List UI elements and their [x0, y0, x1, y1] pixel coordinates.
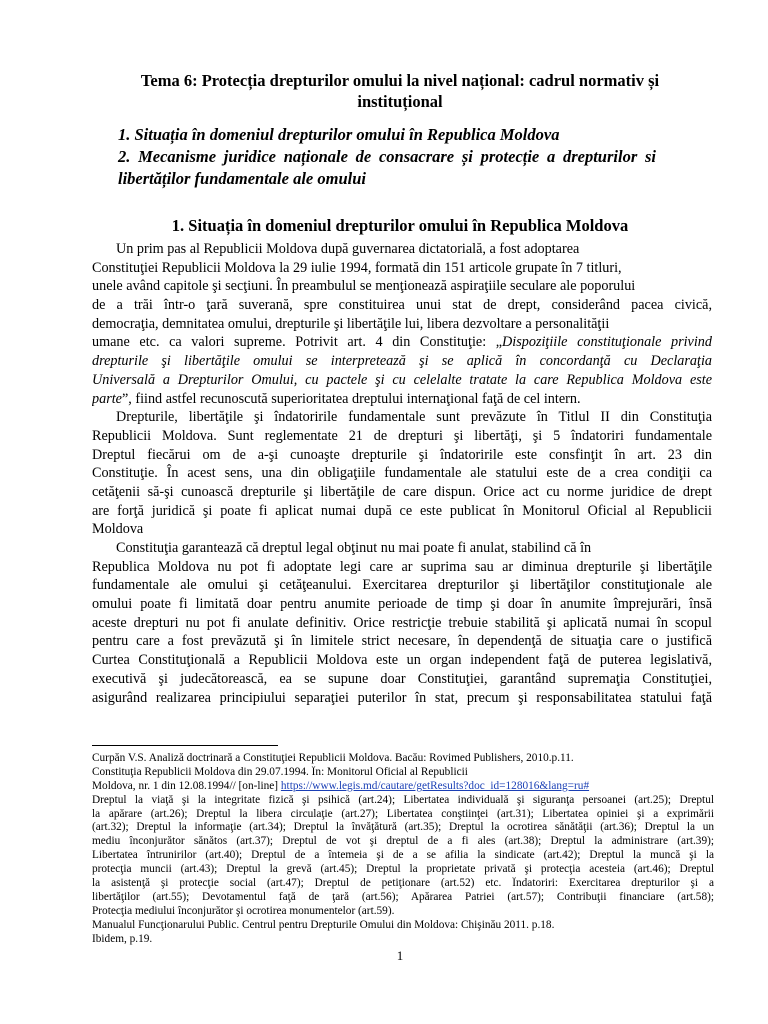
- footnotes: [92, 752, 714, 946]
- footnote-1: Curpăn V.S. Analiză doctrinară a Constituţiei Republicii Moldova. Bacău: Rovimed Publishers, 2010.p.11.: [92, 752, 574, 764]
- footnote-separator: [92, 745, 278, 746]
- topic-item: 1. Situația în domeniul drepturilor omului în Republica Moldova: [118, 125, 560, 144]
- body-line: Constituţie. În acest sens, una din obligaţiile fundamentale ale statului este de a crea condiţii ca: [92, 465, 712, 482]
- body-line: are forţă juridică şi poate fi aplicat numai după ce este publicat în Monitorul Oficial al Republicii: [92, 502, 712, 519]
- topic-item: 2. Mecanisme juridice naționale de consacrare și protecție a drepturilor si libertăților fundamentale ale omului: [118, 147, 656, 188]
- body-line: Drepturile, libertăţile şi îndatoririle fundamentale sunt prevăzute în Titlul II din Constituţia: [116, 409, 712, 426]
- body-line: Constituţiei Republicii Moldova la 29 iulie 1994, formată din 151 articole grupate în 7 titluri,: [92, 259, 622, 276]
- body-text-run: ”: [121, 390, 129, 407]
- body-line: Republica Moldova nu pot fi adoptate legi care ar suprima sau ar diminua drepturile şi libertăţile: [92, 558, 712, 575]
- footnote-2-cont: [92, 780, 714, 794]
- body-line: democraţia, demnitatea omului, drepturile şi libertăţile lui, libera dezvoltare a personalităţii: [92, 315, 610, 332]
- footnote-3-line: la asistenţă şi protecţie social (art.47); Dreptul de petiţionare (art.52) etc. Îndatoriri: Exercitarea drepturilor şi a: [92, 877, 714, 890]
- body-text-run: umane etc. ca valori supreme: [92, 334, 283, 351]
- body-line: Curtea Constituţională a Republicii Moldova este un organ independent faţă de puterea legislativă,: [92, 652, 712, 669]
- title-line-1: Tema 6: Protecția drepturilor omului la nivel național: cadrul normativ și: [140, 71, 660, 90]
- footnote-2: Constituţia Republicii Moldova din 29.07.1994. În: Monitorul Oficial al Republicii: [92, 765, 468, 778]
- quote-text: parte: [92, 390, 122, 407]
- body-line: Un prim pas al Republicii Moldova după guvernarea dictatorială, a fost adoptarea: [116, 241, 580, 257]
- quote-text: Dispoziţiile constituţionale privind: [502, 334, 712, 351]
- footnote-5: Ibidem, p.19.: [92, 932, 153, 945]
- body-text-run: . Potrivit art. 4 din Constituţie: „: [282, 334, 503, 351]
- body-line: unele având capitole şi secţiuni. În preambulul se menţionează aspiraţiile seculare ale poporului: [92, 278, 636, 295]
- body-line: asigurând realizarea principiului separaţiei puterilor în stat, precum şi responsabilitatea statului faţă: [92, 689, 712, 706]
- body-line: executivă şi judecătorească, ea se supune doar Constituţiei, garantând supremaţia Constituţiei,: [92, 670, 712, 687]
- body-text-run: , fiind astfel recunoscută superioritatea dreptului internaţional faţă de cel intern.: [128, 390, 581, 407]
- body-line: cetăţenii să-şi cunoască drepturile şi libertăţile de care dispun. Orice act cu norme juridice de drept: [92, 483, 712, 500]
- body-line: Dreptul fiecărui om de a-şi cunoaşte drepturile şi îndatoririle este consfinţit în art. 23 din: [92, 446, 712, 463]
- body-line: [92, 390, 712, 409]
- quote-line: Universală a Drepturilor Omului, cu pactele şi cu celelalte tratate la care Republica Moldova este: [92, 371, 712, 388]
- body-line: Constituţia garantează că dreptul legal obţinut nu mai poate fi anulat, stabilind că în: [116, 540, 592, 556]
- footnote-3-line: (art.32); Dreptul la informaţie (art.34); Dreptul la învăţătură (art.35); Dreptul la ocrotirea sănătăţii (art.36); Dreptul la un: [92, 821, 714, 834]
- body-line: fundamentale ale omului şi cetăţeanului. Exercitarea drepturilor şi libertăţilor constituţionale ale: [92, 577, 712, 594]
- topic-list: [118, 124, 656, 190]
- section-heading: 1. Situația în domeniul drepturilor omului în Republica Moldova: [171, 216, 629, 235]
- footnote-3-line: Libertatea întrunirilor (art.40); Dreptul de a întemeia şi de a se afilia la sindicate (art.42); Dreptul la muncă şi la: [92, 849, 714, 862]
- page-number: 1: [396, 948, 404, 963]
- footnote-3-line: libertăţilor (art.55); Devotamentul faţă de ţară (art.56); Apărarea Patriei (art.57); Contribuţii financiare (art.58);: [92, 890, 714, 903]
- footnote-3-line: Protecţia mediului înconjurător şi ocrotirea monumentelor (art.59).: [92, 904, 395, 917]
- body-line: Republicii Moldova. Sunt reglementate 21 de drepturi şi libertăţi, şi 5 îndatoriri fundamentale: [92, 427, 712, 444]
- footnote-3-line: protecţia muncii (art.43); Dreptul la grevă (art.45); Dreptul la proprietate privată şi protecţia acesteia (art.46); Dreptul: [92, 863, 714, 876]
- document-title: [100, 70, 700, 112]
- footnote-text: Moldova, nr. 1 din 12.08.1994// [on-line]: [92, 779, 281, 792]
- body-line: Moldova: [92, 521, 144, 538]
- body-line: omului poate fi limitată doar pentru anumite perioade de timp şi doar în anumite împrejurări, însă: [92, 596, 712, 613]
- body-line: pentru care a fost prevăzută şi în limitele strict necesare, în dependenţă de situaţia care o justifică: [92, 633, 712, 650]
- footnote-3-line: mediu înconjurător sănătos (art.37); Dreptul de vot şi dreptul de a fi ales (art.38); Dreptul la administrare (art.39);: [92, 835, 714, 848]
- footnote-4: Manualul Funcţionarului Public. Centrul pentru Drepturile Omului din Moldova: Chişinău 2011. p.18.: [92, 918, 555, 931]
- body-line: aceste drepturi nu pot fi anulate definitiv. Orice restricţie trebuie stabilită şi aplicată numai în scopul: [92, 614, 712, 631]
- body-text: [92, 240, 712, 707]
- legis-link[interactable]: https://www.legis.md/cautare/getResults?doc_id=128016&lang=ru#: [280, 779, 590, 792]
- body-line: [92, 333, 712, 352]
- title-line-2: instituțional: [357, 92, 443, 111]
- quote-line: drepturile şi libertăţile omului se interpretează şi se aplică în concordanţă cu Declaraţia: [92, 353, 712, 370]
- footnote-3: Dreptul la viaţă şi la integritate fizică şi psihică (art.24); Libertatea individuală şi siguranţa persoanei (art.25); Dreptul: [92, 793, 714, 806]
- footnote-3-line: la apărare (art.26); Dreptul la libera circulaţie (art.27); Libertatea conştiinţei (art.31); Libertatea opiniei şi a exprimării: [92, 807, 714, 820]
- body-line: de a trăi într-o ţară suverană, spre constituirea unui stat de drept, considerând pacea civică,: [92, 297, 712, 314]
